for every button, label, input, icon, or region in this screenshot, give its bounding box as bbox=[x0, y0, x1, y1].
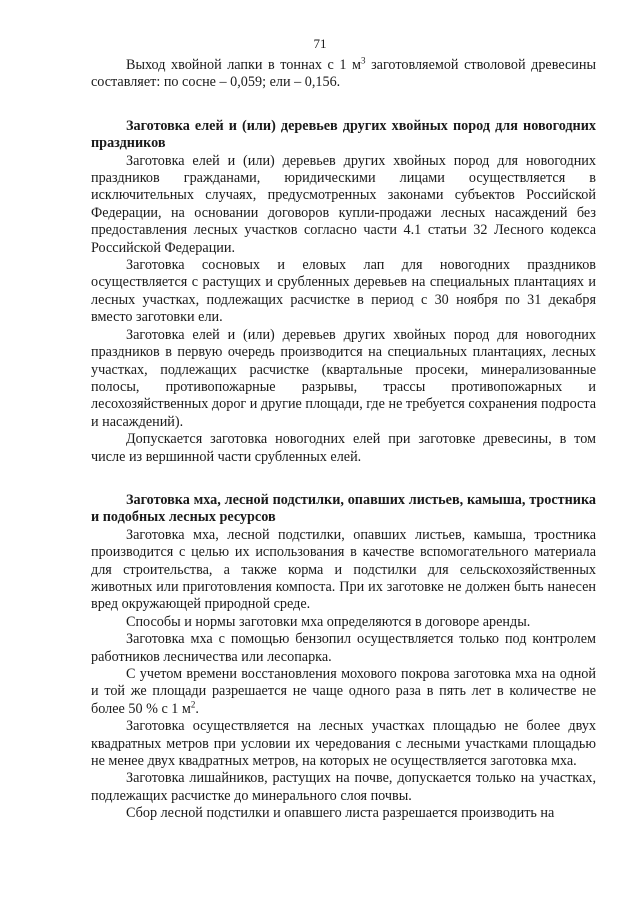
paragraph: Заготовка елей и (или) деревьев других хвойных пород для новогодних праздников в первую очередь производится на специальных плантациях, лесных участках, подлежащих расчистке (квартальные просеки, минерализованные полосы, противопожарные разрывы, трассы противопожарных и лесохозяйственных дорог и другие площади, где не требуется сохранения подроста и насаждений). bbox=[91, 326, 596, 430]
section-heading-moss: Заготовка мха, лесной подстилки, опавших листьев, камыша, тростника и подобных лесных ресурсов bbox=[91, 491, 596, 526]
page-number: 71 bbox=[313, 36, 327, 51]
paragraph: Заготовка мха с помощью бензопил осуществляется только под контролем работников лесничества или лесопарка. bbox=[91, 631, 596, 665]
intro-paragraph: Выход хвойной лапки в тоннах с 1 $м^3$ заготовляемой стволовой древесины составляет: по сосне – 0,059; ели – 0,156. bbox=[91, 55, 596, 91]
paragraph: Допускается заготовка новогодних елей при заготовке древесины, в том числе из вершинной части срубленных елей. bbox=[91, 431, 596, 465]
paragraph: Способы и нормы заготовки мха определяются в договоре аренды. bbox=[126, 613, 531, 630]
section-heading-christmas-trees: Заготовка елей и (или) деревьев других хвойных пород для новогодних праздников bbox=[91, 117, 596, 152]
superscript: 3 bbox=[361, 55, 366, 66]
paragraph: Заготовка сосновых и еловых лап для новогодних праздников осуществляется с растущих и срубленных деревьев на специальных плантациях и лесных участках, подлежащих расчистке в период с 30 ноября по 31 декабря вместо заготовки ели. bbox=[91, 257, 596, 326]
paragraph: Заготовка осуществляется на лесных участках площадью не более двух квадратных метров при условии их чередования с лесными участками площадью не менее двух квадратных метров, на которых не осуществляется заготовка мха. bbox=[91, 718, 596, 770]
paragraph: Заготовка мха, лесной подстилки, опавших листьев, камыша, тростника производится с целью их использования в качестве вспомогательного материала для строительства, а также корма и подстилки для сельскохозяйственных животных или приготовления компоста. При их заготовке не должен быть нанесен вред окружающей природной среде. bbox=[91, 526, 596, 613]
text-column bbox=[91, 55, 596, 823]
paragraph: Сбор лесной подстилки и опавшего листа разрешается производить на bbox=[126, 805, 555, 822]
paragraph: Заготовка елей и (или) деревьев других хвойных пород для новогодних праздников гражданами, юридическими лицами осуществляется в исключительных случаях, предусмотренных законами субъектов Российской Федерации, на основании договоров купли-продажи лесных насаждений без предоставления лесных участков согласно части 4.1 статьи 32 Лесного кодекса Российской Федерации. bbox=[91, 152, 596, 256]
paragraph: Заготовка лишайников, растущих на почве, допускается только на участках, подлежащих расчистке до минерального слоя почвы. bbox=[91, 770, 596, 804]
paragraph: С учетом времени восстановления мохового покрова заготовка мха на одной и той же площади разрешается не чаще одного раза в пять лет в количестве не более 50 % с 1 $м^2$. bbox=[91, 666, 596, 717]
superscript: 2 bbox=[190, 699, 196, 710]
